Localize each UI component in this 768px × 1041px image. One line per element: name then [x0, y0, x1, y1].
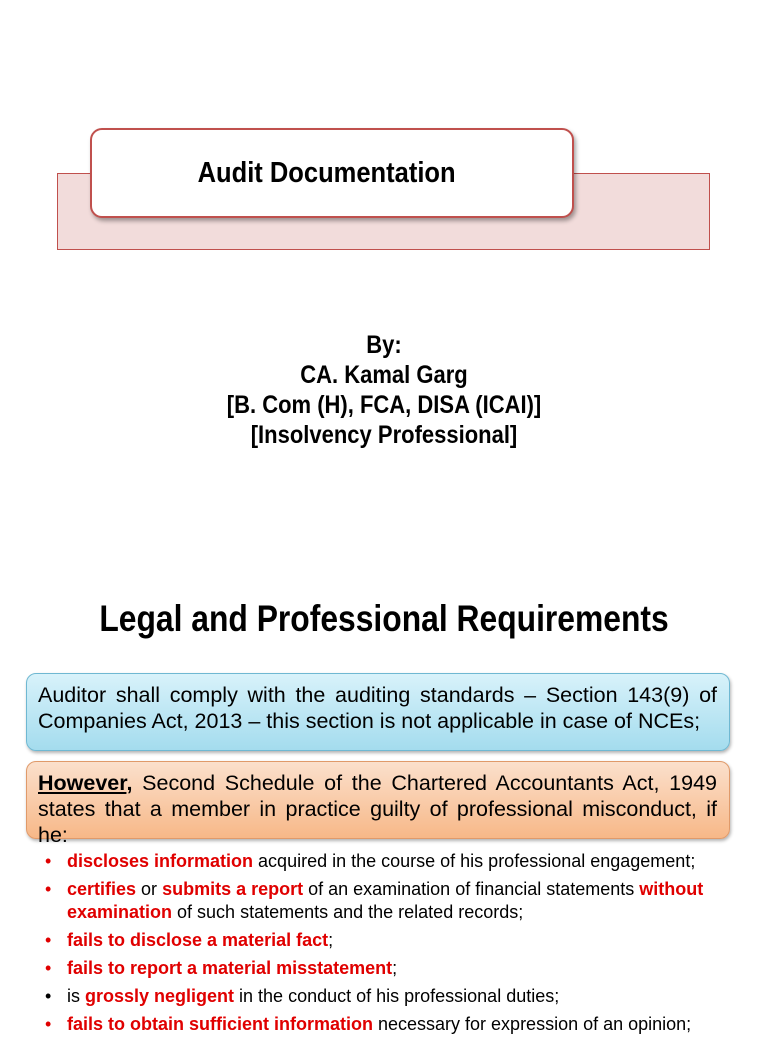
auditing-standards-box — [26, 673, 730, 751]
list-item-highlight: submits a report — [162, 879, 304, 899]
auditing-standards-text: Auditor shall comply with the auditing standards – Section 143(9) of Companies Act, 2013 – this section is not applicable in case of NCEs; — [38, 683, 717, 733]
title-box — [90, 128, 574, 218]
list-item-text: of an examination of financial statements — [303, 879, 640, 899]
slide-title-text: Audit Documentation — [197, 156, 457, 189]
list-item-highlight: fails to report a material misstatement — [67, 958, 393, 978]
author-credentials: [B. Com (H), FCA, DISA (ICAI)] — [226, 391, 542, 419]
bullet-icon: • — [45, 930, 52, 950]
bullet-icon: • — [45, 879, 52, 899]
list-item — [43, 1013, 733, 1036]
list-item-highlight: fails to obtain sufficient information — [67, 1014, 373, 1034]
list-item-text: acquired in the course of his professional engagement; — [253, 851, 696, 871]
misconduct-list — [43, 850, 733, 1041]
author-by: By: — [366, 331, 402, 359]
author-block — [0, 330, 768, 450]
list-item-text: necessary for expression of an opinion; — [373, 1014, 692, 1034]
list-item — [43, 929, 733, 952]
however-comma: , — [126, 771, 133, 795]
list-item-highlight: grossly negligent — [85, 986, 235, 1006]
list-item — [43, 878, 733, 924]
section-heading — [0, 598, 768, 640]
author-role: [Insolvency Professional] — [250, 421, 518, 449]
section-heading-text: Legal and Professional Requirements — [99, 598, 669, 639]
bullet-icon: • — [45, 958, 52, 978]
list-item-text: of such statements and the related records; — [172, 902, 524, 922]
list-item-text: or — [136, 879, 163, 899]
list-item — [43, 957, 733, 980]
list-item-text: in the conduct of his professional duties; — [234, 986, 560, 1006]
bullet-icon: • — [45, 986, 52, 1006]
author-name: CA. Kamal Garg — [300, 361, 468, 389]
bullet-icon: • — [45, 1014, 52, 1034]
list-item-text: ; — [328, 930, 334, 950]
list-item-highlight: without examination — [67, 879, 704, 922]
bullet-icon: • — [45, 851, 52, 871]
list-item-text: is — [67, 986, 85, 1006]
list-item — [43, 985, 733, 1008]
list-item-highlight: fails to disclose a material fact — [67, 930, 329, 950]
list-item-highlight: discloses information — [67, 851, 254, 871]
list-item-highlight: certifies — [67, 879, 137, 899]
second-schedule-text: Second Schedule of the Chartered Accountants Act, 1949 states that a member in practice guilty of professional misconduct, if he: — [38, 771, 717, 847]
second-schedule-box — [26, 761, 730, 847]
list-item — [43, 850, 733, 873]
however-label: However — [38, 771, 127, 795]
list-item-text: ; — [392, 958, 398, 978]
